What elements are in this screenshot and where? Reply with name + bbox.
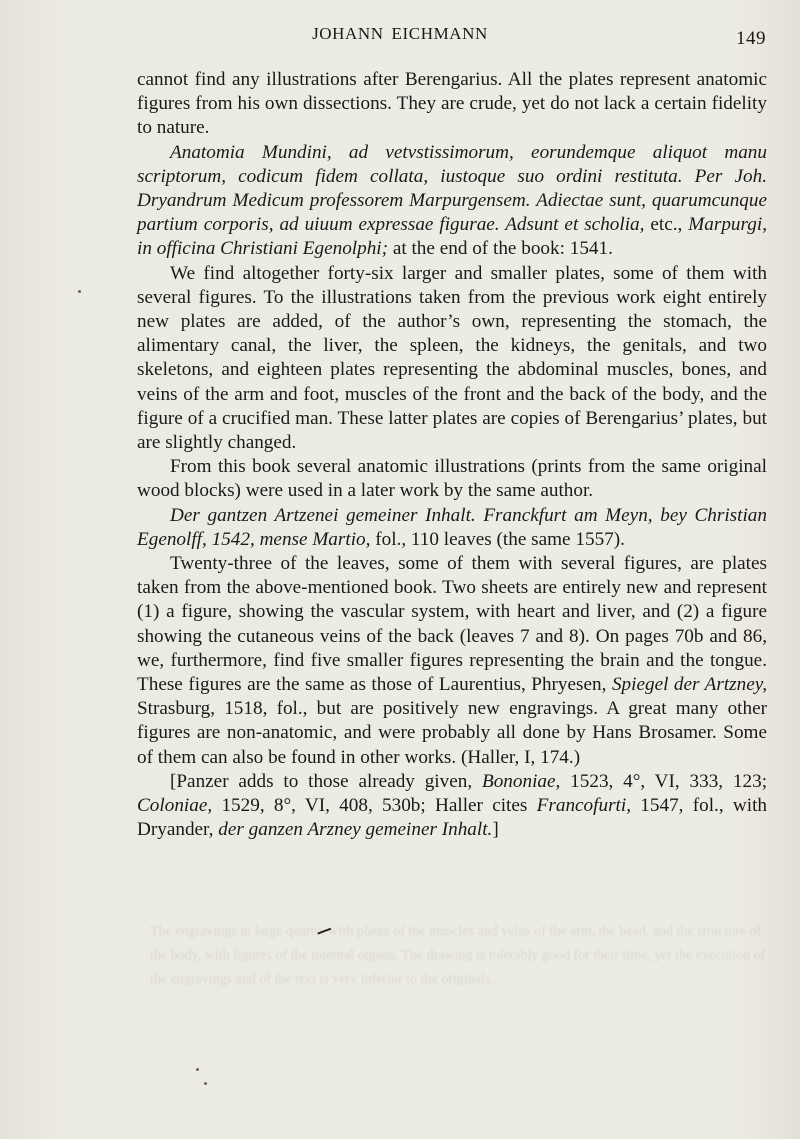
citation-tail-2: fol., 110 leaves (the same 1557). — [375, 528, 625, 550]
paragraph-7-note — [137, 770, 767, 843]
note-francofurti: Francofurti, — [536, 795, 631, 817]
paragraph-5-citation — [137, 504, 767, 552]
note-close-bracket: ] — [492, 819, 499, 841]
paragraph-6 — [137, 552, 767, 770]
note-part-a: [Panzer adds to those already given, — [170, 770, 473, 792]
paragraph-4: From this book several anatomic illustrations (prints from the same original wood blocks) were used in a later work by the same author. — [137, 456, 767, 502]
note-arzney-title: der ganzen Arzney gemeiner Inhalt. — [218, 819, 493, 841]
note-coloniae: Coloniae, — [137, 795, 213, 817]
paragraph-3: We find altogether forty-six larger and smaller plates, some of them with several figures. To the illustrations taken from the previous work eight entirely new plates are added, of the author’s own, representing the stomach, the alimentary canal, the liver, the spleen, the kidneys, the genitals, and two skeletons, and eighteen plates representing the abdominal muscles, bones, and veins of the arm and foot, muscles of the front and the back of the body, and the figure of a crucified man. These latter plates are copies of Berengarius’ plates, but are slightly changed. — [137, 262, 767, 454]
citation-place: Marpurgi, in officina Christiani Egenolphi; — [137, 214, 767, 260]
paragraph-6-part1: Twenty-three of the leaves, some of them with several figures, are plates taken from the above-mentioned book. Two sheets are entirely new and represent (1) a figure, showing the vascular system, with heart and liver, and (2) a figure showing the cutaneous veins of the back (leaves 7 and 8). On pages 70b and 86, we, furthermore, find five smaller figures representing the brain and the tongue. These figures are the same as those of Laurentius, Phryesen, — [137, 553, 767, 696]
note-part-g: 1547, fol., with Dryander, — [137, 795, 768, 841]
body-text — [137, 68, 767, 843]
citation-title: Anatomia Mundini, ad vetvstissimorum, eorundemque aliquot manu scriptorum, codicum fidem collata, iustoque suo ordini restituta. Per Joh. Dryandrum Medicum professorem Marpurgensem. Adiectae sunt, quarumcunque partium corporis, ad uiuum expressae figurae. Adsunt et scholia, — [137, 141, 767, 236]
paragraph-1: cannot find any illustrations after Berengarius. All the plates represent anatomic figures from his own dissections. They are crude, yet do not lack a certain fidelity to nature. — [137, 69, 767, 139]
paragraph-6-part2: Strasburg, 1518, fol., but are positively new engravings. A great many other figures are non-anatomic, and were probably all done by Hans Brosamer. Some of them can also be found in other works. (Haller, I, 174.) — [137, 698, 767, 768]
note-part-c: 1523, 4°, VI, 333, 123; — [570, 770, 768, 792]
page-number: 149 — [736, 28, 766, 49]
page-header — [0, 24, 800, 54]
paragraph-2-citation — [137, 141, 767, 262]
citation-tail: at the end of the book: 1541. — [392, 238, 613, 260]
show-through-text: The engravings in large quarto, with plates of the muscles and veins of the arm, the head, and the structure of the body, with figures of the internal organs. The drawing is tolerably good for their time, yet the execution of the engravings and of the text is very inferior to the originals. — [150, 924, 766, 987]
running-title: JOHANN EICHMANN — [312, 24, 488, 43]
citation-etc: etc., — [650, 214, 683, 236]
speck — [78, 290, 81, 293]
speck — [204, 1082, 207, 1085]
note-part-e: 1529, 8°, VI, 408, 530b; Haller cites — [221, 795, 528, 817]
speck — [196, 1068, 199, 1071]
note-bononiae: Bononiae, — [481, 770, 561, 792]
paragraph-6-italic: Spiegel der Artzney, — [611, 674, 768, 696]
citation-title-2: Der gantzen Artzenei gemeiner Inhalt. Franckfurt am Meyn, bey Christian Egenolff, 1542, mense Martio, — [137, 504, 767, 550]
